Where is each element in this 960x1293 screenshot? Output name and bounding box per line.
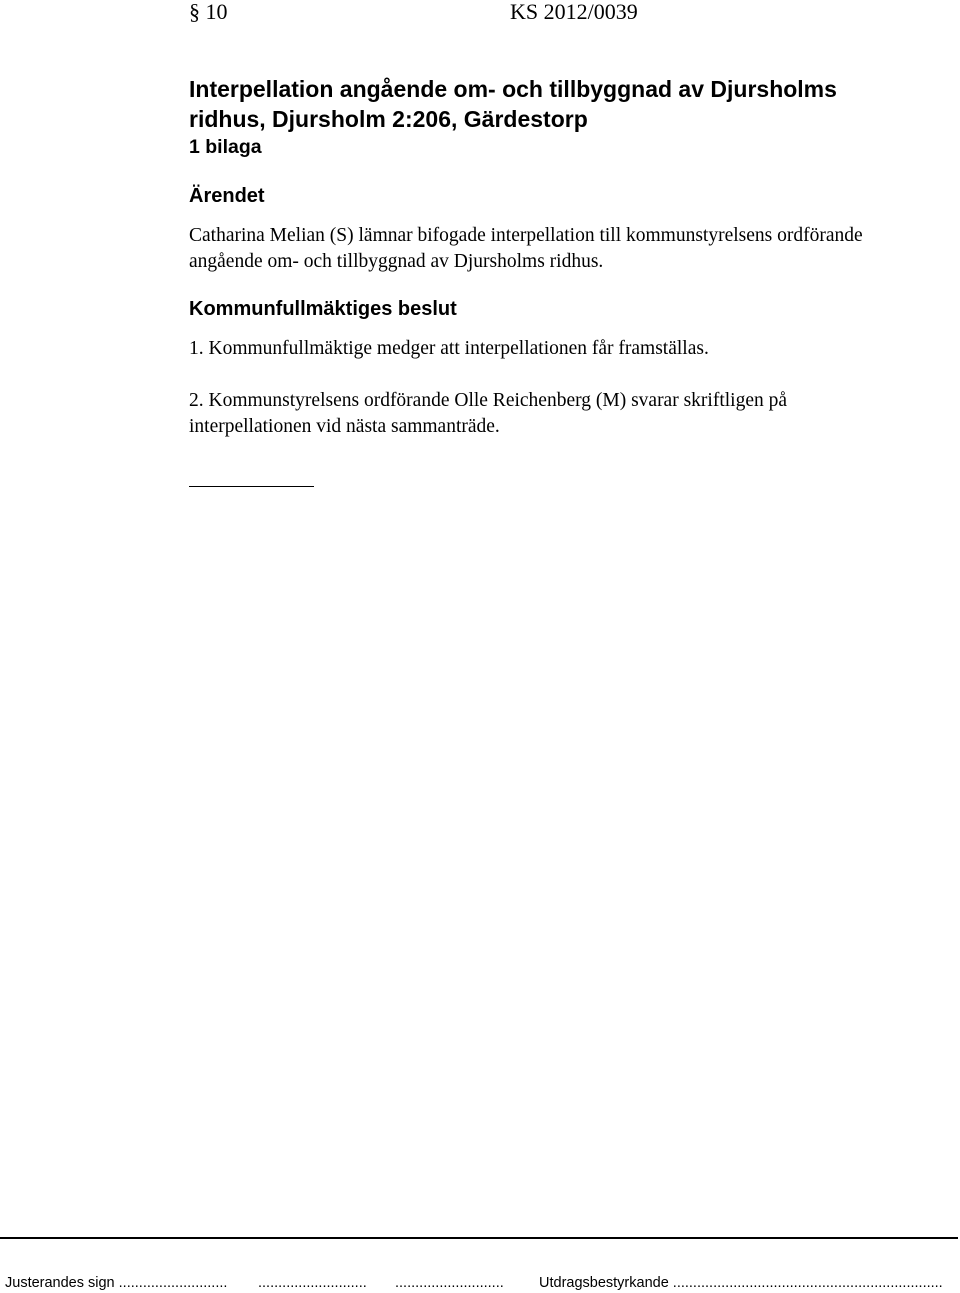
sign-field-3: ........................... <box>395 1275 504 1291</box>
beslut-item-1: 1. Kommunfullmäktige medger att interpellationen får framställas. <box>189 338 709 359</box>
section-number: § 10 <box>189 0 228 24</box>
case-reference: KS 2012/0039 <box>510 0 638 24</box>
justerandes-sign-field: Justerandes sign ........................... <box>5 1275 228 1291</box>
document-title: Interpellation angående om- och tillbyggnad av Djursholms ridhus, Djursholm 2:206, Gärdestorp <box>189 76 837 132</box>
arendet-heading: Ärendet <box>189 185 265 207</box>
beslut-heading: Kommunfullmäktiges beslut <box>189 298 457 320</box>
attachments-note: 1 bilaga <box>189 136 262 158</box>
end-of-section-divider <box>189 486 314 487</box>
footer-divider <box>0 1237 958 1239</box>
arendet-text: Catharina Melian (S) lämnar bifogade interpellation till kommunstyrelsens ordförande angående om- och tillbyggnad av Djursholms ridhus. <box>189 225 863 272</box>
utdragsbestyrkande-field: Utdragsbestyrkande ................................................................... <box>539 1275 943 1291</box>
beslut-item-2: 2. Kommunstyrelsens ordförande Olle Reichenberg (M) svarar skriftligen på interpellationen vid nästa sammanträde. <box>189 390 788 437</box>
sign-field-2: ........................... <box>258 1275 367 1291</box>
